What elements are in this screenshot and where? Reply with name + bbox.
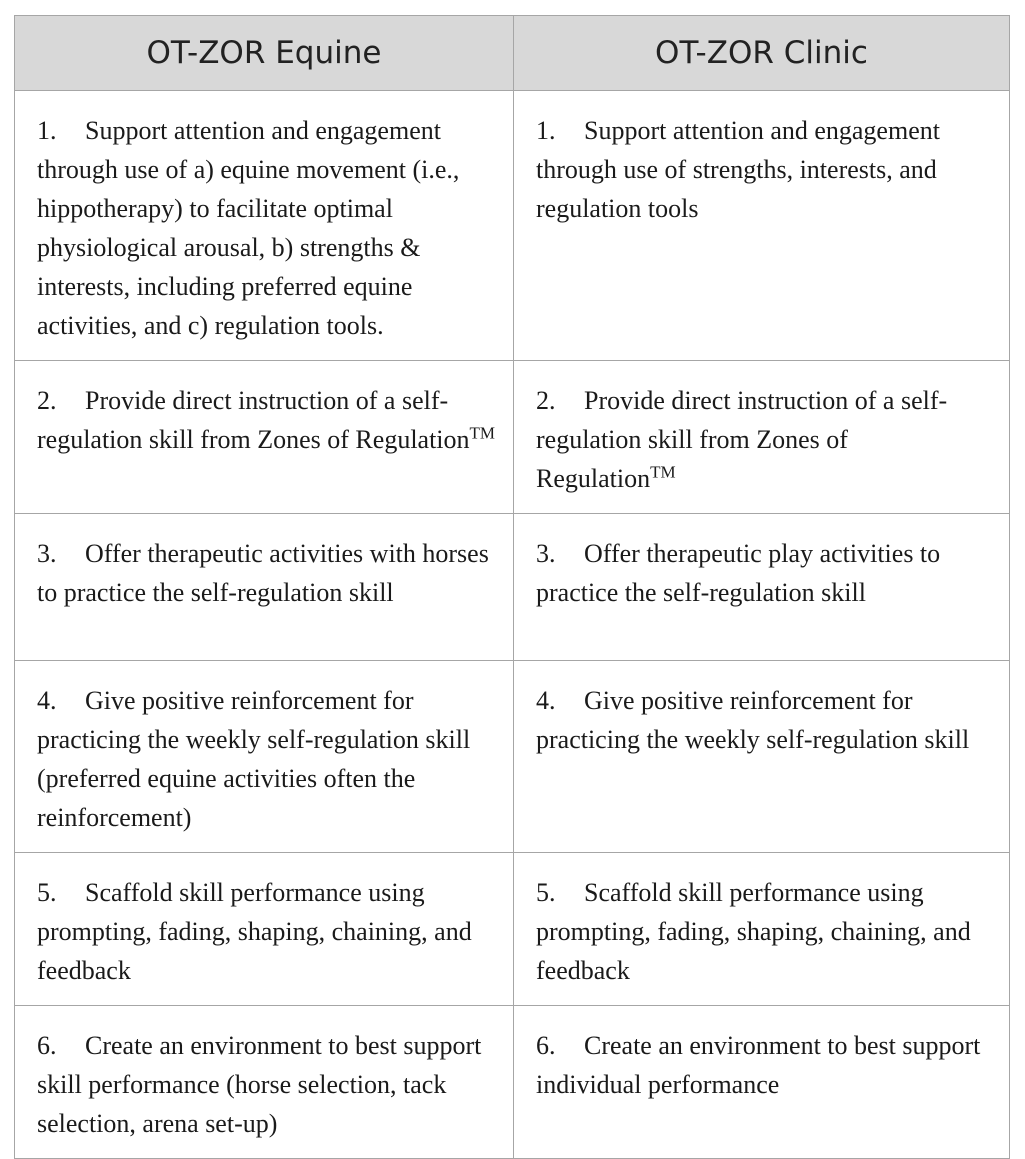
equine-cell [15, 91, 514, 361]
item-number: 5. [536, 878, 556, 907]
item-text: Offer therapeutic play activities to practice the self-regulation skill [536, 539, 941, 607]
item-text: Offer therapeutic activities with horses to practice the self-regulation skill [37, 539, 489, 607]
equine-cell [15, 661, 514, 853]
comparison-table [14, 15, 1010, 1159]
clinic-cell [514, 853, 1010, 1006]
item-number: 2. [37, 386, 57, 415]
comparison-table-container [14, 15, 1009, 1159]
trademark-superscript: TM [469, 423, 496, 443]
equine-cell [15, 1006, 514, 1159]
item-text: Scaffold skill performance using prompting, fading, shaping, chaining, and feedback [536, 878, 971, 985]
clinic-cell [514, 1006, 1010, 1159]
item-text: Give positive reinforcement for practicing the weekly self-regulation skill [536, 686, 970, 754]
item-number: 4. [536, 686, 556, 715]
clinic-cell [514, 91, 1010, 361]
table-row [15, 361, 1010, 514]
header-clinic: OT-ZOR Clinic [514, 16, 1010, 91]
item-text: Create an environment to best support skill performance (horse selection, tack selection, arena set-up) [37, 1031, 482, 1138]
table-row [15, 91, 1010, 361]
item-number: 6. [536, 1031, 556, 1060]
item-number: 5. [37, 878, 57, 907]
item-number: 3. [37, 539, 57, 568]
item-text: Create an environment to best support individual performance [536, 1031, 981, 1099]
header-equine: OT-ZOR Equine [15, 16, 514, 91]
table-row [15, 1006, 1010, 1159]
item-number: 2. [536, 386, 556, 415]
item-text: Scaffold skill performance using prompting, fading, shaping, chaining, and feedback [37, 878, 472, 985]
item-text: Support attention and engagement through use of strengths, interests, and regulation tools [536, 116, 940, 223]
item-number: 6. [37, 1031, 57, 1060]
equine-cell [15, 361, 514, 514]
item-number: 1. [37, 116, 57, 145]
item-number: 4. [37, 686, 57, 715]
equine-cell [15, 853, 514, 1006]
table-row [15, 514, 1010, 661]
clinic-cell [514, 514, 1010, 661]
item-number: 3. [536, 539, 556, 568]
equine-cell [15, 514, 514, 661]
header-row [15, 16, 1010, 91]
table-row [15, 853, 1010, 1006]
table-row [15, 661, 1010, 853]
clinic-cell [514, 361, 1010, 514]
item-number: 1. [536, 116, 556, 145]
item-text: Support attention and engagement through use of a) equine movement (i.e., hippotherapy) to facilitate optimal physiological arousal, b) strengths & interests, including preferred equine activities, and c) regulation tools. [37, 116, 460, 340]
item-text: Provide direct instruction of a self-regulation skill from Zones of Regulation [37, 386, 470, 454]
trademark-superscript: TM [650, 462, 676, 482]
item-text: Provide direct instruction of a self-regulation skill from Zones of Regulation [536, 386, 948, 493]
item-text: Give positive reinforcement for practicing the weekly self-regulation skill (preferred equine activities often the reinforcement) [37, 686, 471, 832]
clinic-cell [514, 661, 1010, 853]
